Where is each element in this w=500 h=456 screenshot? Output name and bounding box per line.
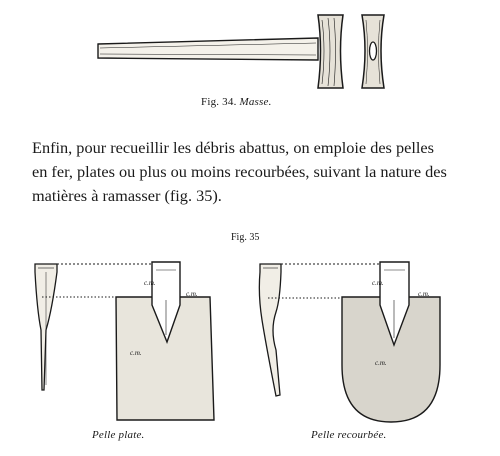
pelle-recourbee-blade (342, 262, 440, 422)
paragraph-line: Enfin, pour recueillir les débris abattus, on emploie des pelles (32, 138, 434, 157)
body-paragraph (32, 136, 482, 208)
fig34-caption-prefix: Fig. 34. (201, 96, 237, 108)
fig35-caption-right (311, 429, 386, 441)
svg-text:c.m.: c.m. (186, 290, 198, 298)
paragraph-line: en fer, plates ou plus ou moins recourbées, suivant la nature des (32, 162, 447, 181)
svg-text:c.m.: c.m. (418, 290, 430, 298)
svg-text:c.m.: c.m. (130, 349, 142, 357)
pelle-recourbee-label: Pelle recourbée. (311, 429, 387, 441)
pelle-plate-blade (116, 262, 214, 420)
pelle-plate-label: Pelle plate. (92, 429, 145, 441)
fig35-caption-left (92, 429, 145, 441)
hammer-illustration (98, 15, 384, 88)
fig34-caption-title: Masse. (239, 96, 272, 108)
svg-text:c.m.: c.m. (375, 359, 387, 367)
svg-text:c.m.: c.m. (144, 279, 156, 287)
svg-text:c.m.: c.m. (372, 279, 384, 287)
paragraph-line: matières à ramasser (fig. 35). (32, 186, 222, 205)
fig35-heading: Fig. 35 (231, 232, 260, 243)
fig34-caption (201, 96, 272, 108)
